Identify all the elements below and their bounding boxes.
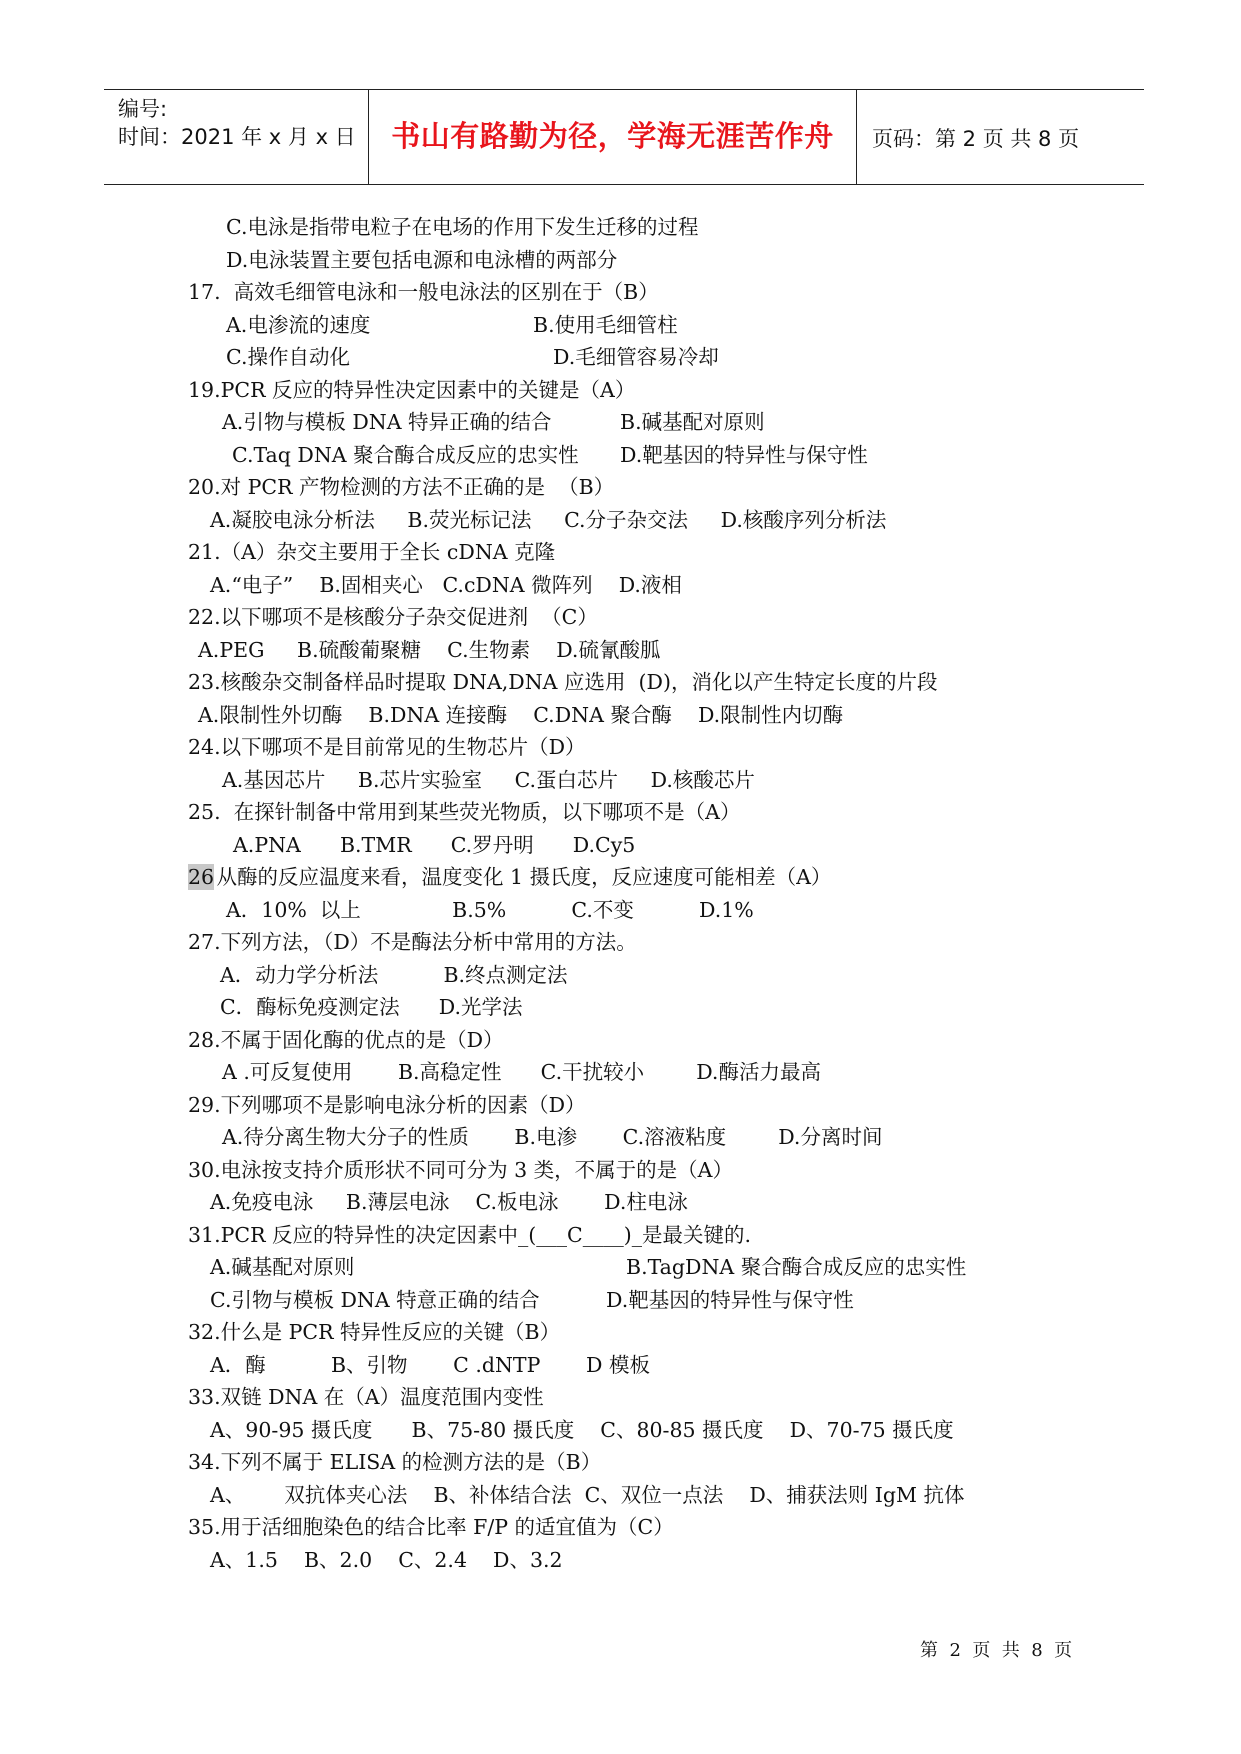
header-right-cell	[857, 90, 1144, 184]
question-line: 从酶的反应温度来看，温度变化 1 摄氏度，反应速度可能相差（A）	[210, 865, 832, 889]
page-footer: 第 2 页 共 8 页	[920, 1640, 1073, 1661]
question-line: 27.下列方法，（D）不是酶法分析中常用的方法。	[188, 930, 637, 954]
question-line: 21.（A）杂交主要用于全长 cDNA 克隆	[188, 540, 556, 564]
document-number-label: 编号:	[118, 97, 168, 121]
page-header	[104, 89, 1144, 185]
option-line: A.凝胶电泳分析法 B.荧光标记法 C.分子杂交法 D.核酸序列分析法	[210, 508, 887, 532]
option-line: A.“电子” B.固相夹心 C.cDNA 微阵列 D.液相	[210, 573, 682, 597]
question-line: 20.对 PCR 产物检测的方法不正确的是 （B）	[188, 475, 615, 499]
question-line: 28.不属于固化酶的优点的是（D）	[188, 1028, 504, 1052]
question-line: 22.以下哪项不是核酸分子杂交促进剂 （C）	[188, 605, 598, 629]
option-line: A、1.5 B、2.0 C、2.4 D、3.2	[210, 1548, 563, 1572]
option-line: A.限制性外切酶 B.DNA 连接酶 C.DNA 聚合酶 D.限制性内切酶	[198, 703, 844, 727]
question-line: 29.下列哪项不是影响电泳分析的因素（D）	[188, 1093, 586, 1117]
option-line: C.操作自动化	[226, 345, 350, 369]
option-line: D.靶基因的特异性与保守性	[620, 443, 868, 467]
question-line: 33.双链 DNA 在（A）温度范围内变性	[188, 1385, 544, 1409]
header-middle-cell	[368, 90, 857, 184]
option-line: A．酶 B、引物 C .dNTP D 模板	[210, 1353, 650, 1377]
option-line: A.电渗流的速度	[226, 313, 371, 337]
option-line: A．10% 以上 B.5% C.不变 D.1%	[226, 898, 754, 922]
option-line: A .可反复使用 B.高稳定性 C.干扰较小 D.酶活力最高	[222, 1060, 821, 1084]
header-page-label: 页码：第 2 页 共 8 页	[872, 127, 1080, 151]
option-line: C．酶标免疫测定法 D.光学法	[220, 995, 523, 1019]
option-line: A.引物与模板 DNA 特异正确的结合	[222, 410, 552, 434]
option-line: A.免疫电泳 B.薄层电泳 C.板电泳 D.柱电泳	[210, 1190, 688, 1214]
option-line: C.Taq DNA 聚合酶合成反应的忠实性	[232, 443, 579, 467]
option-line: B.碱基配对原则	[620, 410, 765, 434]
question-line: 25. 在探针制备中常用到某些荧光物质，以下哪项不是（A）	[188, 800, 741, 824]
option-line: A、 双抗体夹心法 B、补体结合法 C、双位一点法 D、捕获法则 IgM 抗体	[210, 1483, 965, 1507]
header-left-cell	[104, 90, 368, 184]
option-line: D.电泳装置主要包括电源和电泳槽的两部分	[226, 248, 618, 272]
question-line: 30.电泳按支持介质形状不同可分为 3 类，不属于的是（A）	[188, 1158, 733, 1182]
question-line: 32.什么是 PCR 特异性反应的关键（B）	[188, 1320, 561, 1344]
option-line: B.TagDNA 聚合酶合成反应的忠实性	[626, 1255, 967, 1279]
question-line: 17. 高效毛细管电泳和一般电泳法的区别在于（B）	[188, 280, 659, 304]
question-line: 23.核酸杂交制备样品时提取 DNA,DNA 应选用 (D)，消化以产生特定长度的片段	[188, 670, 938, 694]
option-line: A.碱基配对原则	[210, 1255, 355, 1279]
option-line: B.使用毛细管柱	[533, 313, 678, 337]
question-line: 35.用于活细胞染色的结合比率 F/P 的适宜值为（C）	[188, 1515, 674, 1539]
option-line: A、90-95 摄氏度 B、75-80 摄氏度 C、80-85 摄氏度 D、70-75 摄氏度	[210, 1418, 954, 1442]
option-line: C.引物与模板 DNA 特意正确的结合	[210, 1288, 540, 1312]
question-line: 19.PCR 反应的特异性决定因素中的关键是（A）	[188, 378, 636, 402]
question-line: 34.下列不属于 ELISA 的检测方法的是（B）	[188, 1450, 602, 1474]
option-line: A．动力学分析法 B.终点测定法	[220, 963, 568, 987]
option-line: D.毛细管容易冷却	[553, 345, 719, 369]
option-line: A.基因芯片 B.芯片实验室 C.蛋白芯片 D.核酸芯片	[222, 768, 755, 792]
question-line: 31.PCR 反应的特异性的决定因素中_(___C____)_是最关键的.	[188, 1223, 751, 1247]
question-line: 24.以下哪项不是目前常见的生物芯片（D）	[188, 735, 586, 759]
option-line: D.靶基因的特异性与保守性	[606, 1288, 854, 1312]
document-time-label: 时间：2021 年 x 月 x 日	[118, 125, 356, 149]
option-line: A.待分离生物大分子的性质 B.电渗 C.溶液粘度 D.分离时间	[222, 1125, 883, 1149]
option-line: C.电泳是指带电粒子在电场的作用下发生迁移的过程	[226, 215, 699, 239]
option-line: A.PNA B.TMR C.罗丹明 D.Cy5	[233, 833, 636, 857]
option-line: A.PEG B.硫酸葡聚糖 C.生物素 D.硫氰酸胍	[198, 638, 661, 662]
highlighted-question-number: 26	[188, 865, 215, 889]
header-motto: 书山有路勤为径，学海无涯苦作舟	[391, 119, 834, 153]
